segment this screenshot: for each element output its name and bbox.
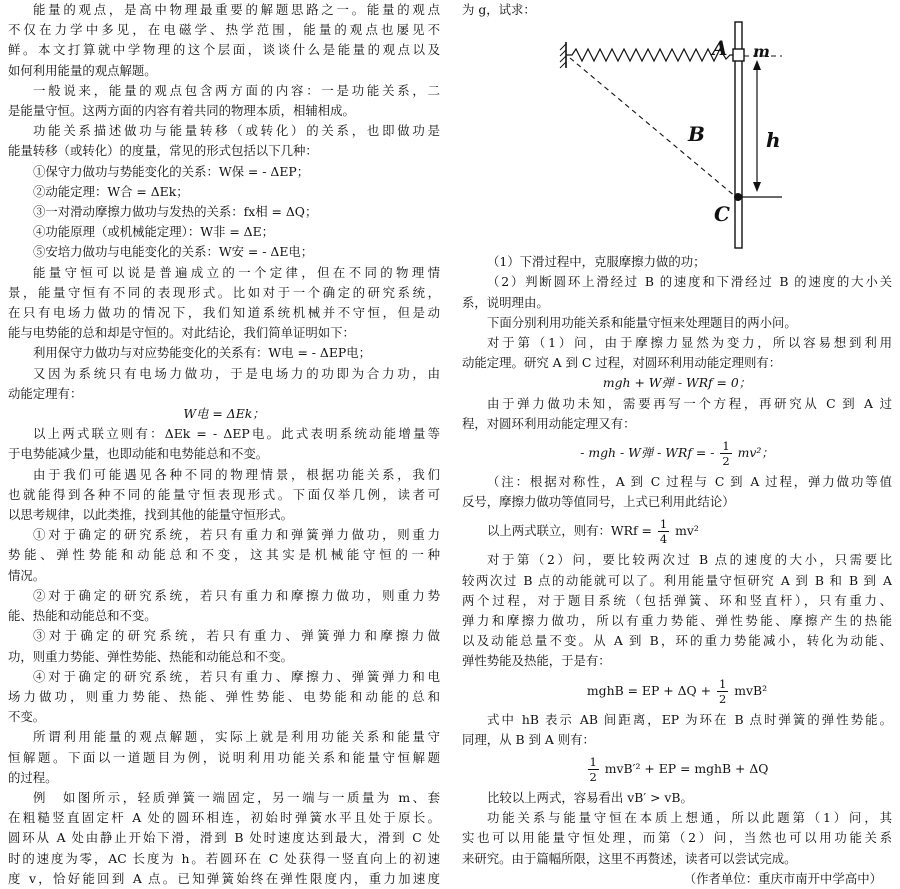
text-line: ⑤安培力做功与电能变化的关系：W安 = - ΔE电； [33, 244, 314, 260]
equation-1: mgh + W弹 - WRf = 0； [602, 375, 752, 391]
text-line: ④功能原理（或机械能定理）：W非 = ΔE； [33, 224, 275, 240]
label-a: A [712, 36, 728, 61]
text-line: 情况。 [8, 567, 46, 583]
eq4-fraction: $\frac{1}{2}$ [718, 676, 727, 706]
text-line: 能与电势能的总和却是守恒的。对此结论，我们简单证明如下： [8, 325, 355, 341]
text-line: 圆环从 A 处由静止开始下滑，滑到 B 处时速度达到最大，滑到 C 处 [8, 830, 440, 846]
text-line: 弹性势能及热能，于是有： [462, 653, 611, 669]
right-top-text [462, 0, 892, 20]
text-line: 鲜。本文打算就中学物理的这个层面，谈谈什么是能量的观点以及 [8, 42, 440, 58]
text-line: 由于我们可能遇见各种不同的物理情景，根据功能关系，我们 [33, 466, 440, 482]
text-line: 功能关系描述做功与能量转移（或转化）的关系，也即做功是 [33, 123, 440, 139]
text-line: 利用保守力做功与对应势能变化的关系有：W电 = - ΔEP电； [33, 345, 372, 361]
text-line: 的过程。 [8, 769, 58, 785]
text-line: 能量守恒可以说是普遍成立的一个定律，但在不同的物理情 [33, 264, 440, 280]
eq2-fraction: $\frac{1}{2}$ [722, 439, 730, 469]
text-line: 弹力和摩擦力做功，所以有重力势能、弹性势能、摩擦产生的热能 [462, 613, 892, 629]
label-h: h [766, 128, 781, 153]
text-line: 所谓利用能量的观点解题，实际上就是利用功能关系和能量守 [33, 729, 440, 745]
text-line: 不变。 [8, 709, 46, 725]
text-line: 以上两式联立则有：ΔEk = - ΔEP电。此式表明系统动能增量等 [33, 426, 440, 442]
text-line: 式中 hB 表示 AB 间距离，EP 为环在 B 点时弹簧的弹性势能。 [487, 711, 892, 727]
text-line: 在只有电场力做功的情况下，我们知道系统机械并不守恒，但是动 [8, 305, 440, 321]
text-line: 不仅在力学中多见，在电磁学、热学范围，能量的观点也屡见不 [8, 22, 440, 38]
text-line: 程，对圆环利用动能定理又有： [462, 415, 636, 431]
text-line: （注：根据对称性，A 到 C 过程与 C 到 A 过程，弹力做功等值 [487, 474, 892, 490]
right-text-5 [462, 710, 892, 750]
equation-4 [462, 672, 892, 710]
eq3-post: mv² [675, 523, 699, 539]
label-b: B [688, 122, 705, 147]
right-text-6 [462, 788, 892, 869]
text-line: 功，则重力势能、弹性势能、热能和动能总和不变。 [8, 648, 293, 664]
text-line: 功能关系与能量守恒在本质上想通，所以此题第（1）问，其 [487, 810, 892, 826]
text-line: （1）下滑过程中，克服摩擦力做的功； [487, 254, 706, 270]
text-line: 一般说来，能量的观点包含两方面的内容：一是功能关系，二 [33, 82, 440, 98]
text-line: 为 g，试求： [462, 2, 536, 17]
author-affiliation: （作者单位：重庆市南开中学高中） [683, 870, 882, 886]
text-line: 下面分别利用功能关系和能量守恒来处理题目的两小问。 [487, 314, 797, 330]
text-line: 是能量守恒。这两方面的内容有着共同的物理本质，相辅相成。 [8, 103, 355, 119]
text-line: 场力做功，则重力势能、热能、弹性势能、电势能和动能的总和 [8, 688, 440, 704]
right-text-3 [462, 472, 892, 512]
left-column [8, 0, 440, 889]
spring [566, 49, 734, 61]
label-m: m [753, 42, 770, 62]
text-line: 势能、弹性势能和动能总和不变，这其实是机械能守恒的一种 [8, 547, 440, 563]
right-text-4 [462, 550, 892, 671]
text-line: 反号，摩擦力做功等值同号，上式已利用此结论） [462, 494, 735, 510]
ring-mass [733, 49, 744, 61]
text-line: 恒解题。下面以一道题目为例，说明利用功能关系和能量守恒解题 [8, 749, 440, 765]
text-line: 如何利用能量的观点解题。 [8, 62, 157, 78]
text-line: 能量转移（或转化）的度量，常见的形式包括以下几种： [8, 143, 318, 159]
text-line: 例 如图所示，轻质弹簧一端固定，另一端与一质量为 m、套 [33, 789, 440, 805]
text-line: 两个过程，对于题目系统（包括弹簧、环和竖直杆），只有重力、 [462, 592, 892, 608]
text-line: 以及动能总量不变。从 A 到 B，环的重力势能减小，转化为动能、 [462, 633, 892, 649]
text-line: 对于第（2）问，要比较两次过 B 点的速度的大小，只需要比 [487, 552, 892, 568]
equation-3 [462, 512, 892, 550]
spring-rod-diagram [462, 20, 892, 252]
point-c [734, 193, 742, 201]
eq4-pre: mghB = EP + ΔQ + [586, 682, 712, 698]
text-line: 度 v，恰好能回到 A 点。已知弹簧始终在弹性限度内，重力加速度 [8, 870, 440, 886]
eq4-post: mvB² [734, 682, 768, 698]
eq3-pre: 以上两式联立，则有：WRf = [487, 523, 652, 539]
text-line: 时的速度为零，AC 长度为 h。若圆环在 C 处获得一竖直向上的初速 [8, 850, 440, 866]
text-line: 又因为系统只有电场力做功，于是电场力的功即为合力功，由 [33, 365, 440, 381]
h-arrow-down [753, 182, 761, 192]
text-line: ③对于确定的研究系统，若只有重力、弹簧弹力和摩擦力做 [33, 628, 440, 644]
text-line: 动能定理。研究 A 到 C 过程，对圆环利用动能定理则有： [462, 355, 782, 371]
eq2-pre: - mgh - W弹 - WRf = - [580, 445, 715, 461]
text-line: 于电势能减少量，也即动能和电势能总和不变。 [8, 446, 269, 462]
text-line: 对于第（1）问，由于摩擦力显然为变力，所以容易想到利用 [487, 335, 892, 351]
text-line: 在粗糙竖直固定杆 A 处的圆环相连，初始时弹簧水平且处于原长。 [8, 810, 440, 826]
text-line: 能量的观点，是高中物理最重要的解题思路之一。能量的观点 [33, 2, 440, 17]
eq3-fraction: $\frac{1}{4}$ [659, 517, 668, 547]
text-line: 以思考规律，以此类推，找到其他的能量守恒形式。 [8, 507, 293, 523]
wall-hatching [560, 44, 566, 68]
text-line: 动能定理有： [8, 385, 83, 401]
right-text-1 [462, 252, 892, 373]
text-line: 实也可以用能量守恒处理，而第（2）问，当然也可以用功能关系 [462, 830, 892, 846]
physics-figure [462, 20, 892, 252]
eq5-post: mvB′² + EP = mghB + ΔQ [604, 761, 769, 777]
text-line: （2）判断圆环上滑经过 B 的速度和下滑经过 B 的速度的大小关 [487, 274, 892, 290]
text-line: ②对于确定的研究系统，若只有重力和摩擦力做功，则重力势 [33, 587, 440, 603]
text-line: 系，说明理由。 [462, 294, 549, 310]
right-text-2 [462, 394, 892, 434]
eq5-fraction: $\frac{1}{2}$ [589, 755, 597, 785]
text-line: 来研究。由于篇幅所限，这里不再赘述，读者可以尝试完成。 [462, 850, 797, 866]
text-line: ①对于确定的研究系统，若只有重力和弹簧弹力做功，则重力 [33, 527, 440, 543]
text-line: 较两次过 B 点的动能就可以了。利用能量守恒研究 A 到 B 和 B 到 A [462, 572, 892, 588]
label-c: C [714, 202, 730, 227]
text-line: ③一对滑动摩擦力做功与发热的关系：fx相 = ΔQ； [33, 204, 318, 220]
text-line: W电 = ΔEk； [183, 406, 265, 422]
text-line: 由于弹力做功未知，需要再写一个方程，再研究从 C 到 A 过 [487, 395, 892, 411]
eq2-post: mv²； [737, 445, 774, 461]
text-line: 也就能得到各种不同的能量守恒表现形式。下面仅举几例，读者可 [8, 486, 440, 502]
equation-2 [462, 434, 892, 472]
text-line: 景，能量守恒有不同的表现形式。比如对于一个确定的研究系统， [8, 284, 440, 300]
dashed-spring-path [570, 58, 736, 197]
text-line: 比较以上两式，容易看出 vB′ > vB。 [487, 790, 693, 806]
text-line: ④对于确定的研究系统，若只有重力、摩擦力、弹簧弹力和电 [33, 668, 440, 684]
text-line: ②动能定理：W合 = ΔEk； [33, 183, 189, 199]
right-column [462, 0, 892, 889]
text-line: 能、热能和动能总和不变。 [8, 608, 157, 624]
equation-5 [462, 750, 892, 788]
text-line: ①保守力做功与势能变化的关系：W保 = - ΔEP； [33, 163, 310, 179]
text-line: 同理，从 B 到 A 则有： [462, 731, 595, 747]
